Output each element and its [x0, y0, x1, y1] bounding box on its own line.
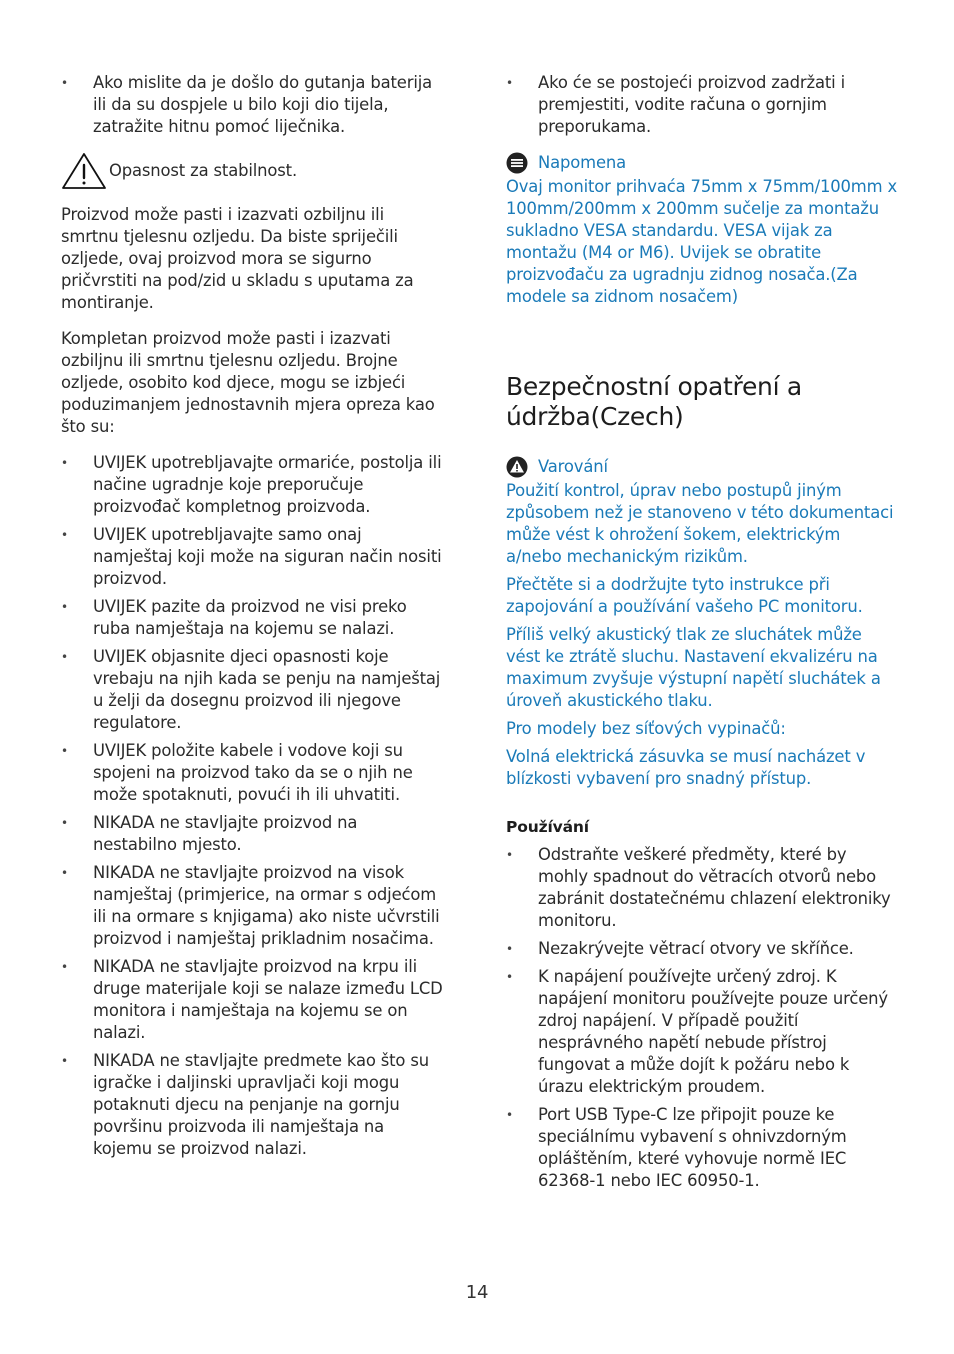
list-item: • UVIJEK upotrebljavajte ormariće, postolja ili načine ugradnje koje preporučuje proizvođač kompletnog proizvoda.: [61, 452, 445, 518]
left-column: [61, 72, 445, 1166]
right-intro-list: [506, 72, 898, 138]
list-item: • UVIJEK položite kabele i vodove koji su spojeni na proizvod tako da se o njih ne može spotaknuti, povući ih ili uhvatiti.: [61, 740, 445, 806]
warning-label: Varování: [538, 457, 608, 476]
paragraph: Proizvod može pasti i izazvati ozbiljnu ili smrtnu tjelesnu ozljedu. Da biste spriječili ozljede, ovaj proizvod mora se sigurno pričvrstiti na pod/zid u skladu s uputama za montiranje.: [61, 205, 414, 312]
warning-icon: [506, 456, 528, 478]
usage-list: [506, 844, 898, 1192]
precautions-list: [61, 452, 445, 1160]
list-item: • Nezakrývejte větrací otvory ve skříňce.: [506, 938, 898, 960]
list-item: • NIKADA ne stavljajte proizvod na nestabilno mjesto.: [61, 812, 445, 856]
warning-block: [506, 456, 898, 790]
left-intro-list: [61, 72, 445, 138]
warning-paragraph: Příliš velký akustický tlak ze sluchátek může vést ke ztrátě sluchu. Nastavení ekvalizéru na maximum zvyšuje výstupní napětí sluchátek a úroveň akustického tlaku.: [506, 625, 881, 710]
usage-heading: Používání: [506, 818, 589, 836]
section-title: Bezpečnostní opatření a údržba(Czech): [506, 372, 802, 431]
list-item: • NIKADA ne stavljajte predmete kao što su igračke i daljinski upravljači koji mogu potaknuti djecu na penjanje na gornju površinu proizvoda ili namještaja na kojemu se proizvod nalazi.: [61, 1050, 445, 1160]
list-item: • Odstraňte veškeré předměty, které by mohly spadnout do větracích otvorů nebo zabránit dostatečnému chlazení elektroniky monitoru.: [506, 844, 898, 932]
warning-triangle-icon: [61, 152, 107, 190]
list-item: • NIKADA ne stavljajte proizvod na krpu ili druge materijale koji se nalaze između LCD monitora i namještaja na kojemu se on nalazi.: [61, 956, 445, 1044]
note-block: [506, 152, 898, 308]
paragraph: Kompletan proizvod može pasti i izazvati ozbiljnu ili smrtnu tjelesnu ozljedu. Brojne ozljede, osobito kod djece, mogu se izbjeći poduzimanjem jednostavnih mjera opreza kao što su:: [61, 329, 435, 436]
note-label: Napomena: [538, 153, 627, 172]
list-item: • UVIJEK pazite da proizvod ne visi preko ruba namještaja na kojemu se nalazi.: [61, 596, 445, 640]
warning-paragraph: Volná elektrická zásuvka se musí nacházet v blízkosti vybavení pro snadný přístup.: [506, 747, 866, 788]
list-item: • Port USB Type-C lze připojit pouze ke speciálnímu vybavení s ohnivzdorným opláštěním, které vyhovuje normě IEC 62368-1 nebo IEC 60950-1.: [506, 1104, 898, 1192]
list-item: • Ako mislite da je došlo do gutanja baterija ili da su dospjele u bilo koji dio tijela, zatražite hitnu pomoć liječnika.: [61, 72, 445, 138]
right-column: [506, 72, 898, 1198]
note-icon: [506, 152, 528, 174]
note-heading: [506, 152, 898, 174]
warning-heading: [506, 456, 898, 478]
list-item: • UVIJEK objasnite djeci opasnosti koje vrebaju na njih kada se penju na namještaj u želji da dosegnu proizvod ili njegove regulatore.: [61, 646, 445, 734]
stability-heading-text: Opasnost za stabilnost.: [109, 161, 298, 180]
warning-paragraph: Použití kontrol, úprav nebo postupů jiným způsobem než je stanoveno v této dokumentaci může vést k ohrožení šokem, elektrickým a/nebo mechanickým rizikům.: [506, 481, 894, 566]
list-item: • UVIJEK upotrebljavajte samo onaj namještaj koji može na siguran način nositi proizvod.: [61, 524, 445, 590]
list-item: • Ako će se postojeći proizvod zadržati i premjestiti, vodite računa o gornjim preporukama.: [506, 72, 898, 138]
warning-paragraph: Pro modely bez síťových vypinačů:: [506, 719, 786, 738]
warning-paragraph: Přečtěte si a dodržujte tyto instrukce při zapojování a používání vašeho PC monitoru.: [506, 575, 863, 616]
list-item: • NIKADA ne stavljajte proizvod na visok namještaj (primjerice, na ormar s odjećom ili na ormare s knjigama) ako niste učvrstili proizvod i namještaj prikladnim nosačima.: [61, 862, 445, 950]
note-text: Ovaj monitor prihvaća 75mm x 75mm/100mm x 100mm/200mm x 200mm sučelje za montažu sukladno VESA standardu. VESA vijak za montažu (M4 or M6). Uvijek se obratite proizvođaču za ugradnju zidnog nosača.(Za modele sa zidnom nosačem): [506, 177, 898, 306]
stability-warning-heading: [61, 152, 445, 190]
page-number: 14: [465, 1282, 489, 1303]
list-item: • K napájení používejte určený zdroj. K napájení monitoru používejte pouze určený zdroj napájení. V případě použití nesprávného napětí nebude přístroj fungovat a může dojít k požáru nebo k úrazu elektrickým proudem.: [506, 966, 898, 1098]
